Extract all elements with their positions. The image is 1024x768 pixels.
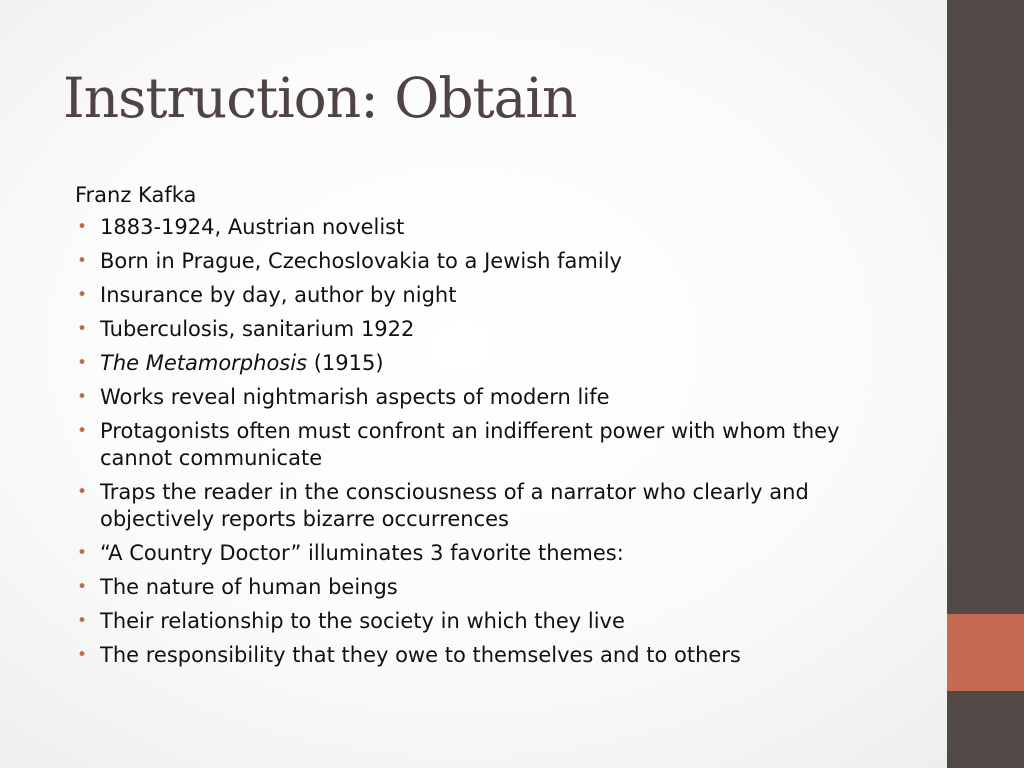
bullet-icon: • <box>77 387 88 407</box>
bullet-item <box>75 418 905 472</box>
section-heading: Franz Kafka <box>75 183 197 207</box>
bullet-text: 1883-1924, Austrian novelist <box>100 215 405 239</box>
bullet-text: Their relationship to the society in which they live <box>100 609 625 633</box>
bullet-item <box>75 282 905 309</box>
bullet-list <box>75 214 905 669</box>
work-title: The Metamorphosis <box>100 351 308 375</box>
bullet-text: The nature of human beings <box>100 575 398 599</box>
bullet-text: Insurance by day, author by night <box>100 283 457 307</box>
bullet-item <box>75 479 905 533</box>
bullet-icon: • <box>77 577 88 597</box>
bullet-text: Traps the reader in the consciousness of a narrator who clearly and objectively reports bizarre occurrences <box>100 480 809 531</box>
bullet-text: Works reveal nightmarish aspects of modern life <box>100 385 610 409</box>
bullet-icon: • <box>77 217 88 237</box>
accent-block <box>947 614 1024 691</box>
bullet-item <box>75 350 905 377</box>
bullet-text: Protagonists often must confront an indifferent power with whom they cannot communicate <box>100 419 840 470</box>
bullet-item <box>75 574 905 601</box>
bullet-text: (1915) <box>307 351 384 375</box>
bullet-icon: • <box>77 543 88 563</box>
bullet-icon: • <box>77 251 88 271</box>
bullet-text: The responsibility that they owe to themselves and to others <box>100 643 741 667</box>
bullet-icon: • <box>77 353 88 373</box>
bullet-icon: • <box>77 285 88 305</box>
bullet-item <box>75 608 905 635</box>
bullet-item <box>75 248 905 275</box>
bullet-text: “A Country Doctor” illuminates 3 favorite themes: <box>100 541 624 565</box>
bullet-text: Born in Prague, Czechoslovakia to a Jewish family <box>100 249 622 273</box>
bullet-icon: • <box>77 645 88 665</box>
bullet-text: Tuberculosis, sanitarium 1922 <box>100 317 415 341</box>
slide-title: Instruction: Obtain <box>63 66 577 130</box>
bullet-icon: • <box>77 319 88 339</box>
bullet-item <box>75 384 905 411</box>
bullet-item <box>75 540 905 567</box>
bullet-item <box>75 642 905 669</box>
bullet-icon: • <box>77 421 88 441</box>
bullet-icon: • <box>77 482 88 502</box>
slide-content <box>75 180 905 676</box>
bullet-item <box>75 316 905 343</box>
bullet-item <box>75 214 905 241</box>
bullet-icon: • <box>77 611 88 631</box>
